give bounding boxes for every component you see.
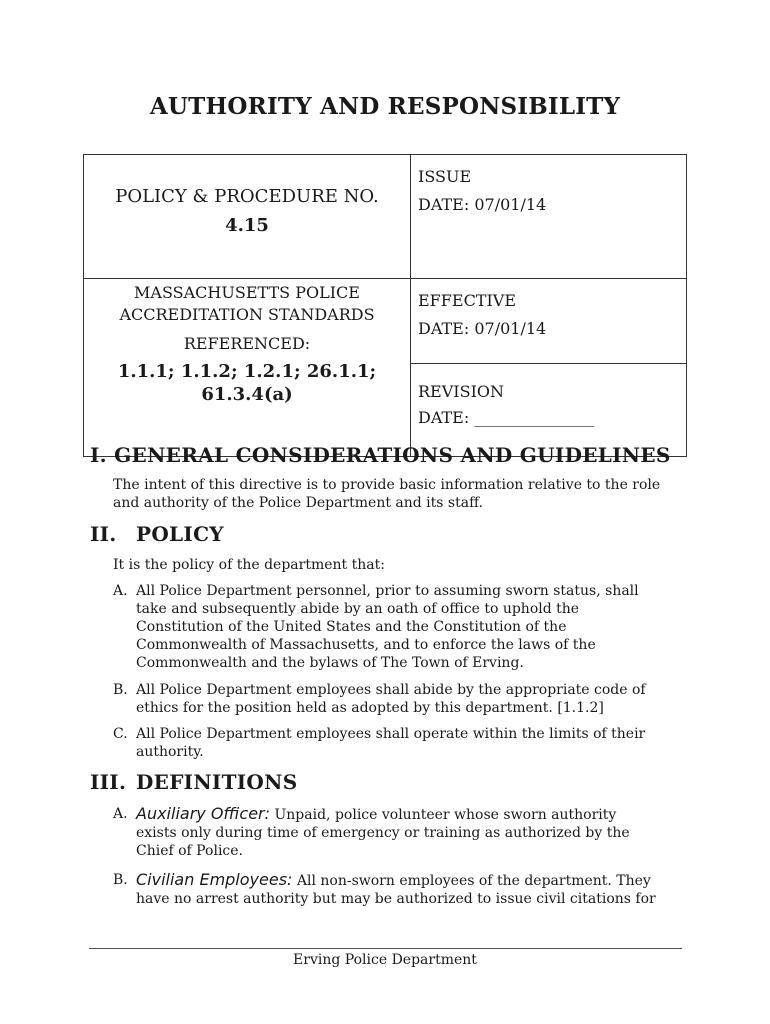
section-number: III. (90, 770, 127, 794)
item-line: take and subsequently abide by an oath of office to uphold the (136, 601, 580, 617)
policy-item (113, 681, 683, 717)
section-policy-heading (90, 522, 224, 546)
section-title: DEFINITIONS (136, 770, 298, 794)
policy-number: 4.15 (225, 215, 269, 236)
issue-label: ISSUE (418, 167, 472, 186)
page-title: AUTHORITY AND RESPONSIBILITY (149, 93, 621, 120)
definition-item (113, 871, 683, 908)
section-number: II. (90, 522, 117, 546)
item-line: Constitution of the United States and the Constitution of the (136, 619, 567, 635)
policy-intro: It is the policy of the department that: (113, 557, 385, 573)
item-line: authority. (136, 744, 204, 760)
definition-item (113, 805, 683, 860)
policy-item (113, 582, 683, 672)
standards-label-2: ACCREDITATION STANDARDS (119, 305, 375, 324)
general-text-line: and authority of the Police Department and its staff. (113, 495, 483, 511)
standards-cell (84, 279, 411, 457)
effective-date-cell (411, 279, 687, 364)
item-line: have no arrest authority but may be authorized to issue civil citations for (136, 891, 656, 907)
definition-term: Civilian Employees: (136, 870, 293, 889)
footer-divider (89, 948, 682, 949)
item-letter: B. (113, 872, 128, 888)
item-letter: B. (113, 682, 128, 698)
standards-label-1: MASSACHUSETTS POLICE (134, 283, 360, 302)
item-letter: A. (113, 806, 128, 822)
standards-numbers-1: 1.1.1; 1.1.2; 1.2.1; 26.1.1; (117, 361, 377, 382)
item-line: All non-sworn employees of the department. They (292, 873, 651, 889)
effective-date: DATE: 07/01/14 (418, 319, 547, 338)
policy-header-table (83, 154, 687, 457)
issue-date: DATE: 07/01/14 (418, 195, 547, 214)
item-line: All Police Department personnel, prior to assuming sworn status, shall (136, 583, 639, 599)
footer-text: Erving Police Department (293, 952, 477, 968)
policy-item (113, 725, 683, 761)
item-letter: A. (113, 583, 128, 599)
section-definitions-heading (90, 770, 297, 794)
definition-term: Auxiliary Officer: (136, 804, 271, 823)
item-line: Commonwealth and the bylaws of The Town of Erving. (136, 655, 524, 671)
revision-label: REVISION (418, 382, 504, 401)
item-letter: C. (113, 726, 128, 742)
policy-label: POLICY & PROCEDURE NO. (115, 186, 379, 207)
item-line: exists only during time of emergency or training as authorized by the (136, 825, 630, 841)
item-line: ethics for the position held as adopted by this department. [1.1.2] (136, 700, 604, 716)
section-general-text (113, 476, 683, 512)
policy-number-cell (84, 155, 411, 279)
item-line: Commonwealth of Massachusetts, and to enforce the laws of the (136, 637, 596, 653)
standards-numbers-2: 61.3.4(a) (201, 384, 293, 405)
section-title: POLICY (136, 522, 224, 546)
item-line: All Police Department employees shall operate within the limits of their (136, 726, 646, 742)
revision-date: DATE: _______________ (418, 408, 595, 427)
item-line: Unpaid, police volunteer whose sworn authority (270, 807, 617, 823)
issue-date-cell (411, 155, 687, 279)
item-line: All Police Department employees shall abide by the appropriate code of (136, 682, 646, 698)
standards-referenced: REFERENCED: (183, 334, 311, 353)
general-text-line: The intent of this directive is to provide basic information relative to the role (113, 477, 661, 493)
effective-label: EFFECTIVE (418, 291, 517, 310)
section-general-heading: I. GENERAL CONSIDERATIONS AND GUIDELINES (90, 443, 671, 467)
item-line: Chief of Police. (136, 843, 243, 859)
